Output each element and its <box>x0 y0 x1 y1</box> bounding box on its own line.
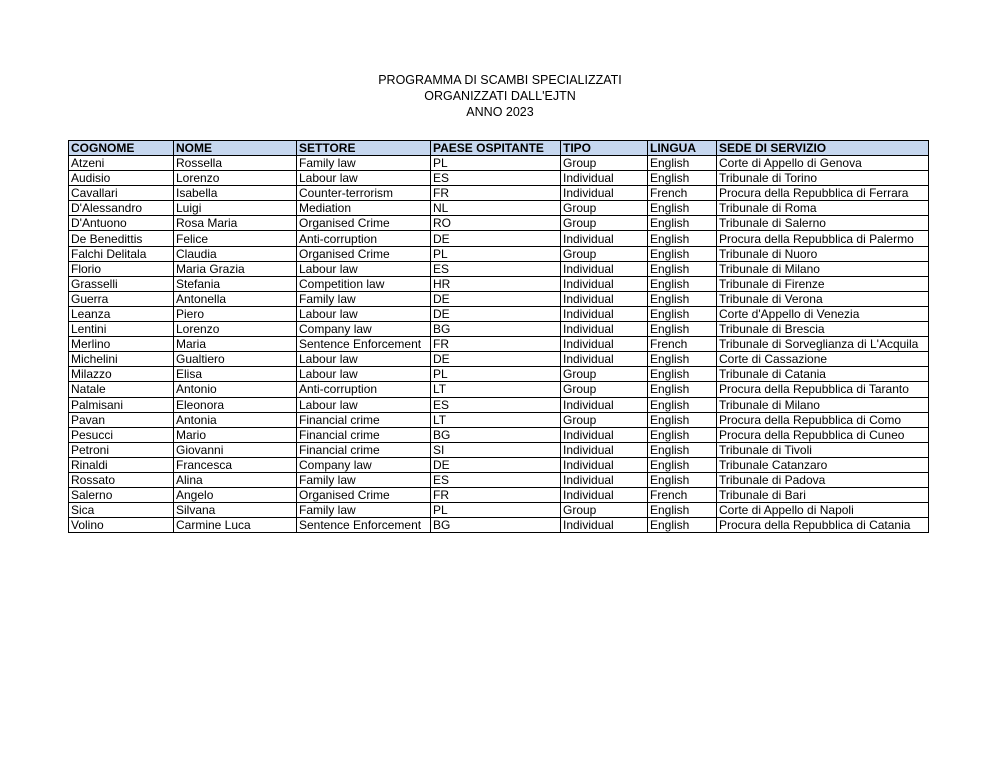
service-office-cell: Tribunale di Tivoli <box>717 442 929 457</box>
surname-cell: Pavan <box>69 412 174 427</box>
type-cell: Individual <box>561 261 648 276</box>
language-cell: English <box>648 472 717 487</box>
table-row <box>69 503 929 518</box>
host-country-cell: DE <box>431 231 561 246</box>
host-country-cell: ES <box>431 261 561 276</box>
table-row <box>69 427 929 442</box>
name-cell: Stefania <box>174 276 297 291</box>
type-cell: Individual <box>561 276 648 291</box>
table-row <box>69 261 929 276</box>
host-country-cell: RO <box>431 216 561 231</box>
surname-cell: Rinaldi <box>69 457 174 472</box>
column-header-service-office: SEDE DI SERVIZIO <box>717 141 929 156</box>
service-office-cell: Tribunale di Sorveglianza di L'Acquila <box>717 337 929 352</box>
service-office-cell: Corte di Appello di Genova <box>717 156 929 171</box>
sector-cell: Financial crime <box>297 412 431 427</box>
table-row <box>69 352 929 367</box>
name-cell: Giovanni <box>174 442 297 457</box>
language-cell: English <box>648 367 717 382</box>
name-cell: Lorenzo <box>174 171 297 186</box>
name-cell: Antonia <box>174 412 297 427</box>
name-cell: Piero <box>174 306 297 321</box>
table-row <box>69 382 929 397</box>
service-office-cell: Procura della Repubblica di Palermo <box>717 231 929 246</box>
host-country-cell: FR <box>431 488 561 503</box>
table-row <box>69 472 929 487</box>
table-row <box>69 186 929 201</box>
sector-cell: Labour law <box>297 261 431 276</box>
host-country-cell: FR <box>431 337 561 352</box>
type-cell: Individual <box>561 352 648 367</box>
service-office-cell: Tribunale di Salerno <box>717 216 929 231</box>
type-cell: Individual <box>561 442 648 457</box>
host-country-cell: PL <box>431 503 561 518</box>
sector-cell: Company law <box>297 457 431 472</box>
sector-cell: Sentence Enforcement <box>297 518 431 533</box>
table-row <box>69 276 929 291</box>
surname-cell: Michelini <box>69 352 174 367</box>
surname-cell: Rossato <box>69 472 174 487</box>
host-country-cell: ES <box>431 397 561 412</box>
sector-cell: Labour law <box>297 352 431 367</box>
service-office-cell: Tribunale di Verona <box>717 291 929 306</box>
sector-cell: Financial crime <box>297 427 431 442</box>
language-cell: English <box>648 246 717 261</box>
service-office-cell: Corte di Cassazione <box>717 352 929 367</box>
host-country-cell: DE <box>431 457 561 472</box>
title-line-1: PROGRAMMA DI SCAMBI SPECIALIZZATI <box>378 73 622 87</box>
name-cell: Rossella <box>174 156 297 171</box>
name-cell: Mario <box>174 427 297 442</box>
host-country-cell: LT <box>431 412 561 427</box>
type-cell: Group <box>561 382 648 397</box>
language-cell: English <box>648 503 717 518</box>
table-row <box>69 231 929 246</box>
table-row <box>69 306 929 321</box>
host-country-cell: BG <box>431 322 561 337</box>
sector-cell: Family law <box>297 156 431 171</box>
language-cell: English <box>648 322 717 337</box>
service-office-cell: Tribunale di Padova <box>717 472 929 487</box>
host-country-cell: PL <box>431 367 561 382</box>
surname-cell: Salerno <box>69 488 174 503</box>
language-cell: French <box>648 337 717 352</box>
type-cell: Individual <box>561 306 648 321</box>
name-cell: Gualtiero <box>174 352 297 367</box>
name-cell: Luigi <box>174 201 297 216</box>
surname-cell: Merlino <box>69 337 174 352</box>
table-row <box>69 518 929 533</box>
language-cell: English <box>648 261 717 276</box>
host-country-cell: NL <box>431 201 561 216</box>
sector-cell: Competition law <box>297 276 431 291</box>
surname-cell: Petroni <box>69 442 174 457</box>
sector-cell: Organised Crime <box>297 488 431 503</box>
name-cell: Carmine Luca <box>174 518 297 533</box>
name-cell: Francesca <box>174 457 297 472</box>
host-country-cell: DE <box>431 306 561 321</box>
surname-cell: Florio <box>69 261 174 276</box>
sector-cell: Mediation <box>297 201 431 216</box>
type-cell: Individual <box>561 171 648 186</box>
surname-cell: Cavallari <box>69 186 174 201</box>
surname-cell: D'Alessandro <box>69 201 174 216</box>
service-office-cell: Tribunale di Roma <box>717 201 929 216</box>
surname-cell: Grasselli <box>69 276 174 291</box>
surname-cell: D'Antuono <box>69 216 174 231</box>
sector-cell: Family law <box>297 503 431 518</box>
language-cell: English <box>648 457 717 472</box>
sector-cell: Sentence Enforcement <box>297 337 431 352</box>
name-cell: Alina <box>174 472 297 487</box>
surname-cell: De Benedittis <box>69 231 174 246</box>
type-cell: Group <box>561 216 648 231</box>
host-country-cell: DE <box>431 352 561 367</box>
sector-cell: Family law <box>297 291 431 306</box>
language-cell: English <box>648 412 717 427</box>
name-cell: Antonio <box>174 382 297 397</box>
service-office-cell: Procura della Repubblica di Taranto <box>717 382 929 397</box>
sector-cell: Counter-terrorism <box>297 186 431 201</box>
language-cell: English <box>648 352 717 367</box>
service-office-cell: Tribunale Catanzaro <box>717 457 929 472</box>
table-row <box>69 412 929 427</box>
column-header-surname: COGNOME <box>69 141 174 156</box>
service-office-cell: Tribunale di Firenze <box>717 276 929 291</box>
host-country-cell: BG <box>431 518 561 533</box>
sector-cell: Labour law <box>297 397 431 412</box>
surname-cell: Volino <box>69 518 174 533</box>
sector-cell: Company law <box>297 322 431 337</box>
table-row <box>69 397 929 412</box>
table-row <box>69 488 929 503</box>
service-office-cell: Procura della Repubblica di Catania <box>717 518 929 533</box>
name-cell: Silvana <box>174 503 297 518</box>
language-cell: English <box>648 156 717 171</box>
host-country-cell: BG <box>431 427 561 442</box>
type-cell: Individual <box>561 322 648 337</box>
surname-cell: Audisio <box>69 171 174 186</box>
table-row <box>69 216 929 231</box>
type-cell: Individual <box>561 231 648 246</box>
table-row <box>69 457 929 472</box>
type-cell: Individual <box>561 488 648 503</box>
column-header-sector: SETTORE <box>297 141 431 156</box>
surname-cell: Sica <box>69 503 174 518</box>
sector-cell: Financial crime <box>297 442 431 457</box>
column-header-language: LINGUA <box>648 141 717 156</box>
type-cell: Group <box>561 246 648 261</box>
type-cell: Individual <box>561 472 648 487</box>
name-cell: Lorenzo <box>174 322 297 337</box>
sector-cell: Organised Crime <box>297 216 431 231</box>
title-line-2: ORGANIZZATI DALL'EJTN <box>424 89 576 103</box>
type-cell: Individual <box>561 518 648 533</box>
service-office-cell: Tribunale di Nuoro <box>717 246 929 261</box>
service-office-cell: Tribunale di Torino <box>717 171 929 186</box>
name-cell: Rosa Maria <box>174 216 297 231</box>
language-cell: French <box>648 186 717 201</box>
type-cell: Group <box>561 367 648 382</box>
service-office-cell: Tribunale di Bari <box>717 488 929 503</box>
surname-cell: Pesucci <box>69 427 174 442</box>
surname-cell: Atzeni <box>69 156 174 171</box>
type-cell: Individual <box>561 427 648 442</box>
service-office-cell: Tribunale di Milano <box>717 397 929 412</box>
type-cell: Individual <box>561 186 648 201</box>
type-cell: Individual <box>561 337 648 352</box>
language-cell: English <box>648 427 717 442</box>
host-country-cell: PL <box>431 246 561 261</box>
table-row <box>69 291 929 306</box>
type-cell: Group <box>561 201 648 216</box>
table-row <box>69 156 929 171</box>
name-cell: Felice <box>174 231 297 246</box>
language-cell: English <box>648 231 717 246</box>
document-title <box>0 72 1000 120</box>
host-country-cell: SI <box>431 442 561 457</box>
title-line-3: ANNO 2023 <box>466 105 534 119</box>
host-country-cell: ES <box>431 171 561 186</box>
language-cell: English <box>648 397 717 412</box>
surname-cell: Milazzo <box>69 367 174 382</box>
host-country-cell: HR <box>431 276 561 291</box>
name-cell: Maria <box>174 337 297 352</box>
service-office-cell: Procura della Repubblica di Como <box>717 412 929 427</box>
column-header-type: TIPO <box>561 141 648 156</box>
service-office-cell: Corte d'Appello di Venezia <box>717 306 929 321</box>
language-cell: English <box>648 518 717 533</box>
host-country-cell: ES <box>431 472 561 487</box>
surname-cell: Leanza <box>69 306 174 321</box>
language-cell: English <box>648 306 717 321</box>
type-cell: Individual <box>561 457 648 472</box>
host-country-cell: FR <box>431 186 561 201</box>
sector-cell: Labour law <box>297 367 431 382</box>
service-office-cell: Tribunale di Brescia <box>717 322 929 337</box>
name-cell: Elisa <box>174 367 297 382</box>
service-office-cell: Procura della Repubblica di Cuneo <box>717 427 929 442</box>
surname-cell: Falchi Delitala <box>69 246 174 261</box>
type-cell: Individual <box>561 397 648 412</box>
host-country-cell: PL <box>431 156 561 171</box>
host-country-cell: LT <box>431 382 561 397</box>
name-cell: Claudia <box>174 246 297 261</box>
column-header-name: NOME <box>174 141 297 156</box>
name-cell: Isabella <box>174 186 297 201</box>
sector-cell: Organised Crime <box>297 246 431 261</box>
language-cell: English <box>648 216 717 231</box>
service-office-cell: Tribunale di Catania <box>717 367 929 382</box>
surname-cell: Palmisani <box>69 397 174 412</box>
table-row <box>69 337 929 352</box>
language-cell: English <box>648 201 717 216</box>
language-cell: English <box>648 382 717 397</box>
service-office-cell: Tribunale di Milano <box>717 261 929 276</box>
host-country-cell: DE <box>431 291 561 306</box>
sector-cell: Labour law <box>297 306 431 321</box>
language-cell: English <box>648 291 717 306</box>
sector-cell: Anti-corruption <box>297 231 431 246</box>
type-cell: Individual <box>561 291 648 306</box>
table-row <box>69 171 929 186</box>
service-office-cell: Corte di Appello di Napoli <box>717 503 929 518</box>
language-cell: French <box>648 488 717 503</box>
surname-cell: Natale <box>69 382 174 397</box>
surname-cell: Lentini <box>69 322 174 337</box>
table-row <box>69 322 929 337</box>
name-cell: Maria Grazia <box>174 261 297 276</box>
language-cell: English <box>648 171 717 186</box>
table-row <box>69 367 929 382</box>
name-cell: Antonella <box>174 291 297 306</box>
name-cell: Eleonora <box>174 397 297 412</box>
header-row <box>69 141 929 156</box>
table-row <box>69 201 929 216</box>
exchange-participants-table <box>68 140 929 533</box>
sector-cell: Anti-corruption <box>297 382 431 397</box>
table-body <box>69 156 929 533</box>
type-cell: Group <box>561 156 648 171</box>
language-cell: English <box>648 442 717 457</box>
service-office-cell: Procura della Repubblica di Ferrara <box>717 186 929 201</box>
surname-cell: Guerra <box>69 291 174 306</box>
column-header-host-country: PAESE OSPITANTE <box>431 141 561 156</box>
language-cell: English <box>648 276 717 291</box>
type-cell: Group <box>561 503 648 518</box>
table-row <box>69 442 929 457</box>
name-cell: Angelo <box>174 488 297 503</box>
table-row <box>69 246 929 261</box>
sector-cell: Labour law <box>297 171 431 186</box>
type-cell: Group <box>561 412 648 427</box>
sector-cell: Family law <box>297 472 431 487</box>
